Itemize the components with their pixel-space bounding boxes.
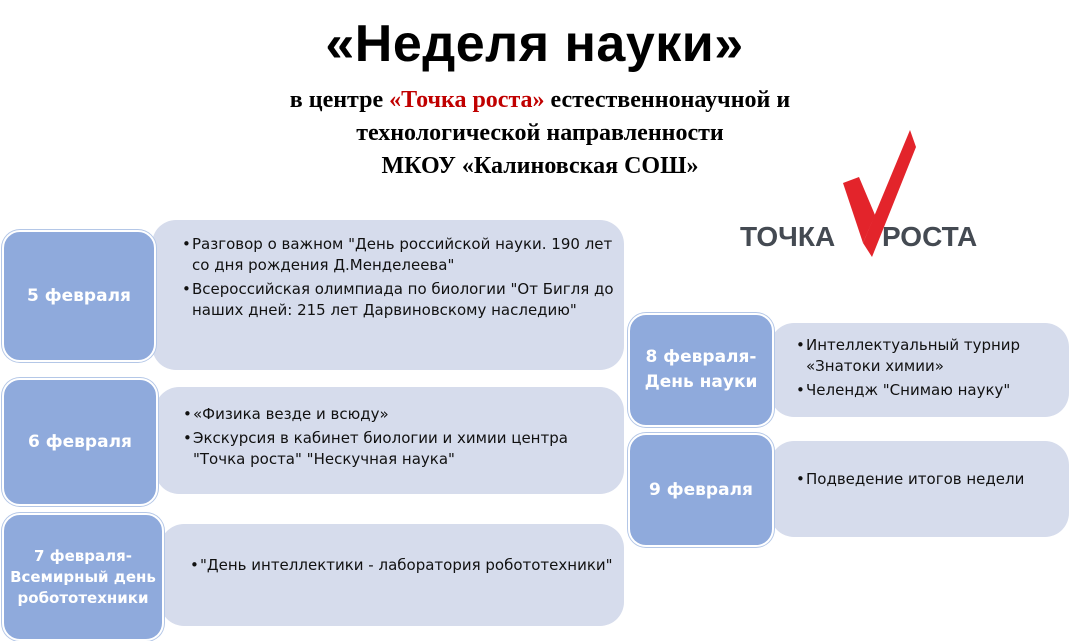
tochka-rosta-logo (735, 125, 995, 265)
day-2-list (155, 387, 624, 470)
day-1-list (152, 220, 624, 321)
subtitle-line-3: МКОУ «Калиновская СОШ» (381, 153, 699, 179)
page-title: «Неделя науки» (325, 15, 744, 73)
list-item: • Разговор о важном "День российской науки. 190 лет со дня рождения Д.Менделеева" (182, 234, 614, 276)
logo-text-left: ТОЧКА (740, 221, 836, 252)
logo-text-right: РОСТА (882, 221, 978, 252)
day-tag-4: 8 февраля- День науки (628, 313, 774, 427)
list-item: • Подведение итогов недели (796, 469, 1059, 490)
list-item: • Всероссийская олимпиада по биологии "От Бигля до наших дней: 215 лет Дарвиновскому наследию" (182, 279, 614, 321)
list-item: • «Физика везде и всюду» (183, 404, 614, 425)
day-card-4 (770, 323, 1069, 417)
subtitle-line-2: технологической направленности (356, 120, 724, 146)
subtitle-text-prefix: в центре (289, 87, 390, 113)
day-card-5 (770, 441, 1069, 537)
day-card-3 (160, 524, 624, 626)
list-item: • "День интеллектики - лаборатория робототехники" (190, 555, 614, 576)
day-card-1 (152, 220, 624, 370)
day-tag-5: 9 февраля (628, 433, 774, 547)
day-5-list (770, 441, 1069, 490)
subtitle-text-suffix: естественнонаучной и (544, 87, 791, 113)
day-4-list (770, 323, 1069, 401)
day-3-list (160, 524, 624, 576)
list-item: • Челендж "Снимаю науку" (796, 380, 1059, 401)
day-tag-2: 6 февраля (2, 378, 158, 506)
subtitle-highlight: «Точка роста» (389, 87, 545, 113)
day-tag-1: 5 февраля (2, 230, 156, 362)
day-tag-3: 7 февраля- Всемирный день робототехники (2, 513, 164, 641)
subtitle-line-1 (160, 84, 920, 117)
list-item: • Экскурсия в кабинет биологии и химии центра "Точка роста" "Нескучная наука" (183, 428, 614, 470)
day-card-2 (155, 387, 624, 494)
list-item: • Интеллектуальный турнир «Знатоки химии» (796, 335, 1059, 377)
